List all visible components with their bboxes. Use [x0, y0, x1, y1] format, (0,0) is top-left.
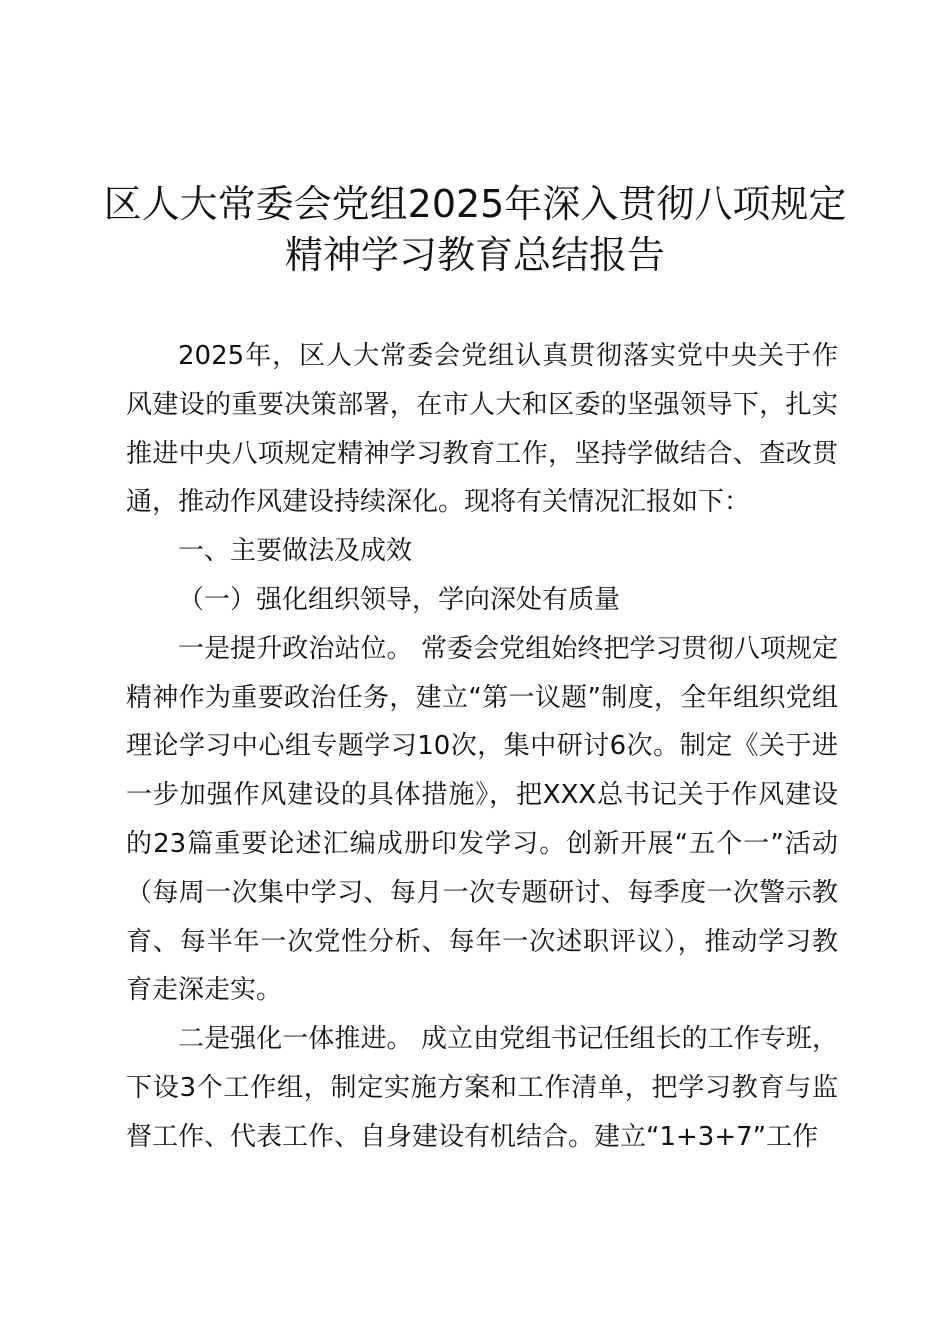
document-title-line-1: 区人大常委会党组2025年深入贯彻八项规定: [103, 182, 847, 226]
body-paragraph-2: 二是强化一体推进。 成立由党组书记任组长的工作专班，下设3个工作组，制定实施方案和工作清单，把学习教育与监督工作、代表工作、自身建设有机结合。建立“1+3+7”工作: [126, 1024, 838, 1152]
body-paragraph-1: 一是提升政治站位。 常委会党组始终把学习贯彻八项规定精神作为重要政治任务，建立“第一议题”制度，全年组织党组理论学习中心组专题学习10次，集中研讨6次。制定《关于进一步加强作风建设的具体措施》，把XXX总书记关于作风建设的23篇重要论述汇编成册印发学习。创新开展“五个一”活动（每周一次集中学习、每月一次专题研讨、每季度一次警示教育、每半年一次党性分析、每年一次述职评议），推动学习教育走深走实。: [126, 633, 838, 1006]
document-title-line-2: 精神学习教育总结报告: [284, 233, 665, 277]
document-body: [126, 332, 838, 1162]
intro-paragraph: 2025年，区人大常委会党组认真贯彻落实党中央关于作风建设的重要决策部署，在市人大和区委的坚强领导下，扎实推进中央八项规定精神学习教育工作，坚持学做结合、查改贯通，推动作风建设持续深化。现将有关情况汇报如下：: [126, 341, 838, 518]
section-heading: 一、主要做法及成效: [178, 536, 413, 567]
subsection-heading: （一）强化组织领导，学向深处有质量: [178, 584, 621, 615]
